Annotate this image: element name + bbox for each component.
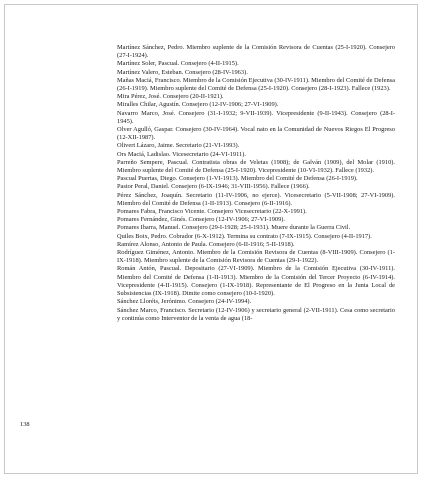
entry-paragraph: Pérez Sánchez, Joaquín. Secretario (11-IV-1906, no ejerce). Vicesecretario (5-VII-1908; 27-VI-1909). Miembro del Comité de Defensa (1-II-1913). Consejero (6-II-1916). bbox=[117, 191, 395, 207]
entry-paragraph: Pomares Fernández, Ginés. Consejero (12-IV-1906; 27-VI-1909). bbox=[117, 216, 286, 224]
entry-paragraph: Sánchez Lloréis, Jerónimo. Consejero (24-IV-1994). bbox=[117, 298, 252, 306]
entry-paragraph: Quiles Boix, Pedro. Cobrador (6-X-1912). Termina su contrato (7-IX-1915). Consejero (4-II-1917). bbox=[117, 232, 372, 240]
entry-paragraph: Pomares Ibarra, Manuel. Consejero (29-I-1928; 25-I-1931). Muere durante la Guerra Civil. bbox=[117, 224, 351, 232]
entry-paragraph: Ors Maciá, Ladislao. Vicesecretario (24-VI-1911). bbox=[117, 150, 246, 158]
entry-paragraph: Ramírez Alonso, Antonio de Paula. Consejero (6-II-1916; 5-II-1918). bbox=[117, 240, 295, 248]
entry-paragraph: Olver Agulló, Gaspar. Consejero (30-IV-1964). Vocal nato en la Comunidad de Nuevos Riegos El Progreso (12-XII-1987). bbox=[117, 126, 395, 142]
entry-paragraph: Martínez Valero, Esteban. Consejero (28-IV-1963). bbox=[117, 68, 248, 76]
entry-paragraph: Sánchez Marco, Francisco. Secretario (12-IV-1906) y secretario general (2-VII-1911). Cesa como secretario y continúa como Interventor de la venta de agua (18- bbox=[117, 306, 395, 322]
entry-paragraph: Miralles Chilar, Agustín. Consejero (12-IV-1906; 27-VI-1909). bbox=[117, 101, 279, 109]
entry-paragraph: Martínez Sánchez, Pedro. Miembro suplente de la Comisión Revisora de Cuentas (25-I-1920). Consejero (27-I-1924). bbox=[117, 44, 395, 60]
entry-paragraph: Román Antón, Pascual. Depositario (27-VI-1909). Miembro de la Comisión Ejecutiva (30-IV-1911). Miembro del Comité de Defensa (1-II-1913). Miembro de la Comisión del Tercer Proyecto (6-IV-1914). Vicepresidente (4-II-1915). Consejero (1-IX-1918). Representante de El Progreso en la Junta Local de Subsistencias (IX-1918). Dimite como consejero (10-I-1920). bbox=[117, 265, 395, 298]
entry-paragraph: Navarro Marco, José. Consejero (31-I-1932; 9-VII-1939). Vicepresidente (9-II-1943). Consejero (28-I-1945). bbox=[117, 109, 395, 125]
entry-paragraph: Pascual Puertas, Diego. Consejero (1-VI-1913). Miembro del Comité de Defensa (26-I-1919). bbox=[117, 175, 358, 183]
page-number: 138 bbox=[20, 421, 30, 428]
entry-paragraph: Martínez Soler, Pascual. Consejero (4-II-1915). bbox=[117, 60, 239, 68]
entry-paragraph: Olivert Lázaro, Jaime. Secretario (21-VI-1993). bbox=[117, 142, 240, 150]
entry-paragraph: Pomares Fabra, Francisco Vicente. Consejero Vicesecretario (22-X-1991). bbox=[117, 208, 307, 216]
entry-paragraph: Mira Pérez, José. Consejero (20-II-1921). bbox=[117, 93, 224, 101]
entry-paragraph: Mañas Maciá, Francisco. Miembro de la Comisión Ejecutiva (30-IV-1911). Miembro del Comité de Defensa (26-I-1919). Miembro suplente del Comité de Defensa (25-I-1920). Consejero (28-I-1923). Fallece (1923). bbox=[117, 76, 395, 93]
biographical-entries-list bbox=[117, 44, 395, 323]
entry-paragraph: Parreño Sempere, Pascual. Contratista obras de Veletas (1908); de Galván (1909), del Molar (1910). Miembro suplente del Comité de Defensa (25-I-1920). Vicepresidente (10-VI-1932). Fallece (1932). bbox=[117, 158, 395, 175]
entry-paragraph: Rodríguez Giménez, Antonio. Miembro de la Comisión Revisora de Cuentas (8-VIII-1909). Consejero (1-IX-1918). Miembro suplente de la Comisión Revisora de Cuentas (29-I-1922). bbox=[117, 249, 395, 265]
entry-paragraph: Pastor Peral, Daniel. Consejero (6-IX-1946; 31-VIII-1956). Fallece (1966). bbox=[117, 183, 310, 191]
